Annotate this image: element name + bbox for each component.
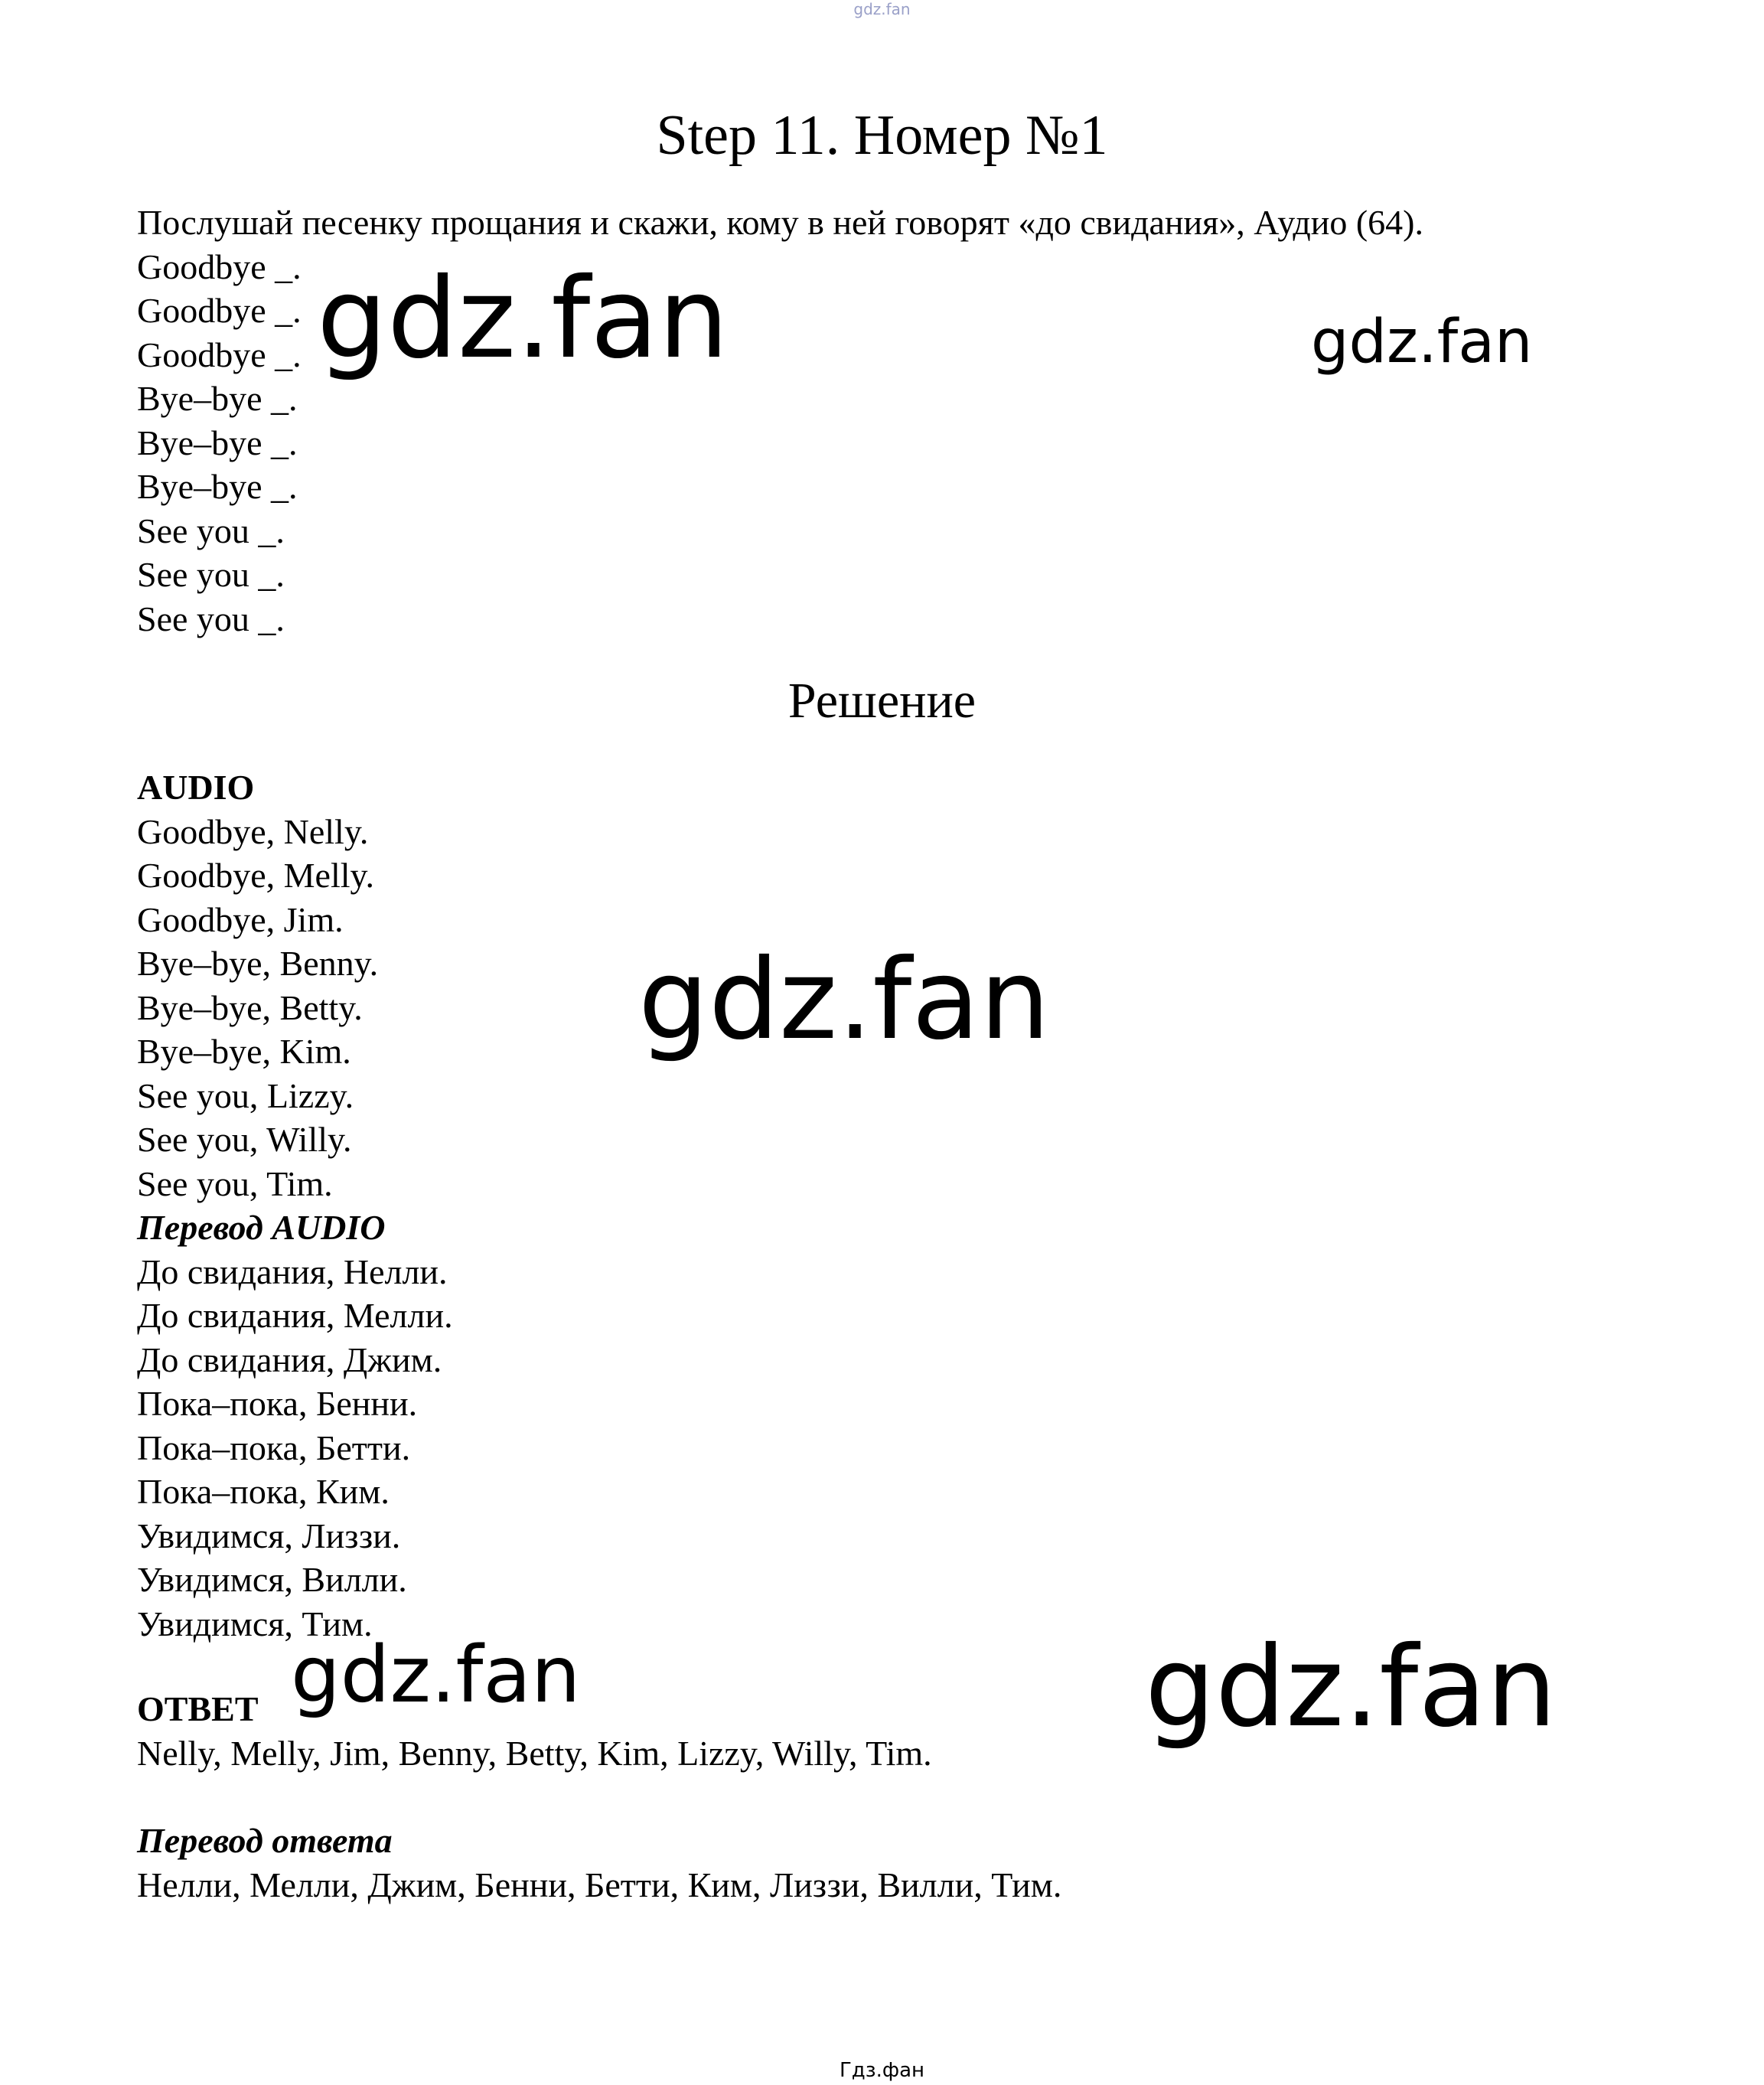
answer-text: Nelly, Melly, Jim, Benny, Betty, Kim, Lizzy, Willy, Tim. xyxy=(137,1733,932,1773)
task-line: See you _. xyxy=(137,511,285,550)
task-instruction: Послушай песенку прощания и скажи, кому в ней говорят «до свидания», Аудио (64). xyxy=(137,203,1423,242)
audio-line: Bye–bye, Benny. xyxy=(137,944,379,983)
answer-heading: ОТВЕТ xyxy=(137,1689,259,1728)
task-line: See you _. xyxy=(137,599,285,638)
audio-line: See you, Willy. xyxy=(137,1120,352,1159)
task-line: See you _. xyxy=(137,555,285,594)
top-watermark: gdz.fan xyxy=(853,0,911,18)
answer-translation-block xyxy=(137,1819,1061,1907)
translation-line: Увидимся, Вилли. xyxy=(137,1560,407,1599)
task-line: Goodbye _. xyxy=(137,291,302,330)
translation-line: До свидания, Мелли. xyxy=(137,1296,453,1335)
answer-translation-heading: Перевод ответа xyxy=(137,1821,393,1860)
page-title: Step 11. Номер №1 xyxy=(656,104,1108,167)
audio-line: Goodbye, Nelly. xyxy=(137,811,369,851)
task-line: Goodbye _. xyxy=(137,246,302,286)
task-line: Goodbye _. xyxy=(137,334,302,374)
solution-heading: Решение xyxy=(787,673,977,729)
task-line: Bye–bye _. xyxy=(137,467,298,506)
audio-line: See you, Tim. xyxy=(137,1163,333,1203)
audio-line: Goodbye, Melly. xyxy=(137,856,375,895)
audio-line: Goodbye, Jim. xyxy=(137,899,344,939)
translation-line: Пока–пока, Бенни. xyxy=(137,1384,418,1423)
audio-block xyxy=(137,765,453,1646)
translation-line: Пока–пока, Бетти. xyxy=(137,1428,411,1467)
task-line: Bye–bye _. xyxy=(137,379,298,418)
footer: Гдз.фан xyxy=(839,2059,925,2082)
watermark: gdz.fan xyxy=(1145,1623,1557,1752)
task-line: Bye–bye _. xyxy=(137,423,298,462)
audio-translation-heading: Перевод AUDIO xyxy=(137,1208,386,1247)
audio-line: Bye–bye, Kim. xyxy=(137,1032,351,1071)
translation-line: Пока–пока, Ким. xyxy=(137,1472,390,1511)
translation-line: До свидания, Джим. xyxy=(137,1339,442,1379)
audio-line: Bye–bye, Betty. xyxy=(137,987,363,1027)
translation-line: Увидимся, Тим. xyxy=(137,1604,373,1643)
audio-heading: AUDIO xyxy=(137,768,255,807)
watermark: gdz.fan xyxy=(638,935,1051,1065)
answer-translation-text: Нелли, Мелли, Джим, Бенни, Бетти, Ким, Лиззи, Вилли, Тим. xyxy=(137,1865,1062,1904)
audio-line: See you, Lizzy. xyxy=(137,1075,354,1115)
translation-line: До свидания, Нелли. xyxy=(137,1251,448,1291)
translation-line: Увидимся, Лиззи. xyxy=(137,1516,401,1555)
watermark: gdz.fan xyxy=(1311,308,1533,377)
watermark: gdz.fan xyxy=(291,1630,581,1721)
watermark: gdz.fan xyxy=(317,254,729,383)
